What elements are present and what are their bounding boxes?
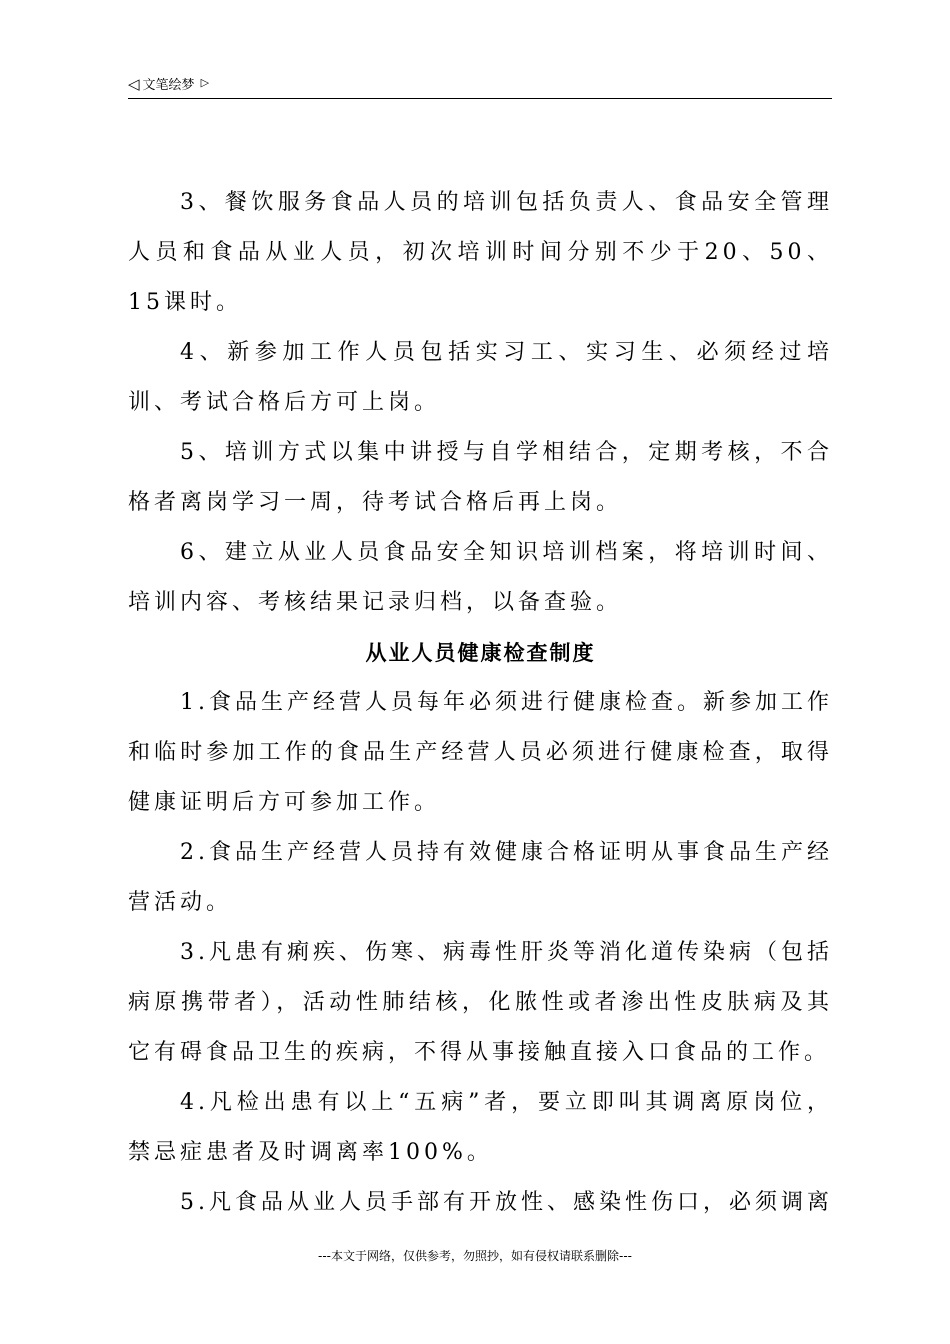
paragraph-training-3: 3、餐饮服务食品人员的培训包括负责人、食品安全管理人员和食品从业人员，初次培训时间分别不少于20、50、15课时。 bbox=[128, 190, 833, 315]
paragraph-health-4: 4.凡检出患有以上“五病”者，要立即叫其调离原岗位，禁忌症患者及时调离率100%。 bbox=[128, 1090, 833, 1165]
document-body bbox=[128, 178, 833, 1228]
paragraph-training-6: 6、建立从业人员食品安全知识培训档案，将培训时间、培训内容、考核结果记录归档，以备查验。 bbox=[128, 540, 833, 615]
paragraph-training-5: 5、培训方式以集中讲授与自学相结合，定期考核，不合格者离岗学习一周，待考试合格后再上岗。 bbox=[128, 440, 833, 515]
paragraph-health-2: 2.食品生产经营人员持有效健康合格证明从事食品生产经营活动。 bbox=[128, 840, 833, 915]
paragraph-training-4: 4、新参加工作人员包括实习工、实习生、必须经过培训、考试合格后方可上岗。 bbox=[128, 340, 833, 415]
triangle-left-icon: ◁ bbox=[128, 75, 140, 93]
page-header bbox=[128, 74, 832, 99]
triangle-right-icon: ▷ bbox=[200, 76, 210, 89]
paragraph-health-1: 1.食品生产经营人员每年必须进行健康检查。新参加工作和临时参加工作的食品生产经营人员必须进行健康检查，取得健康证明后方可参加工作。 bbox=[128, 690, 833, 815]
page-footer: ---本文于网络，仅供参考，勿照抄，如有侵权请联系删除--- bbox=[318, 1249, 632, 1263]
paragraph-health-5: 5.凡食品从业人员手部有开放性、感染性伤口，必须调离 bbox=[180, 1190, 833, 1215]
header-title: 文笔绘梦 bbox=[142, 78, 195, 93]
paragraph-health-3: 3.凡患有痢疾、伤寒、病毒性肝炎等消化道传染病（包括病原携带者），活动性肺结核，化脓性或者渗出性皮肤病及其它有碍食品卫生的疾病，不得从事接触直接入口食品的工作。 bbox=[128, 940, 833, 1065]
section-title: 从业人员健康检查制度 bbox=[365, 640, 596, 665]
